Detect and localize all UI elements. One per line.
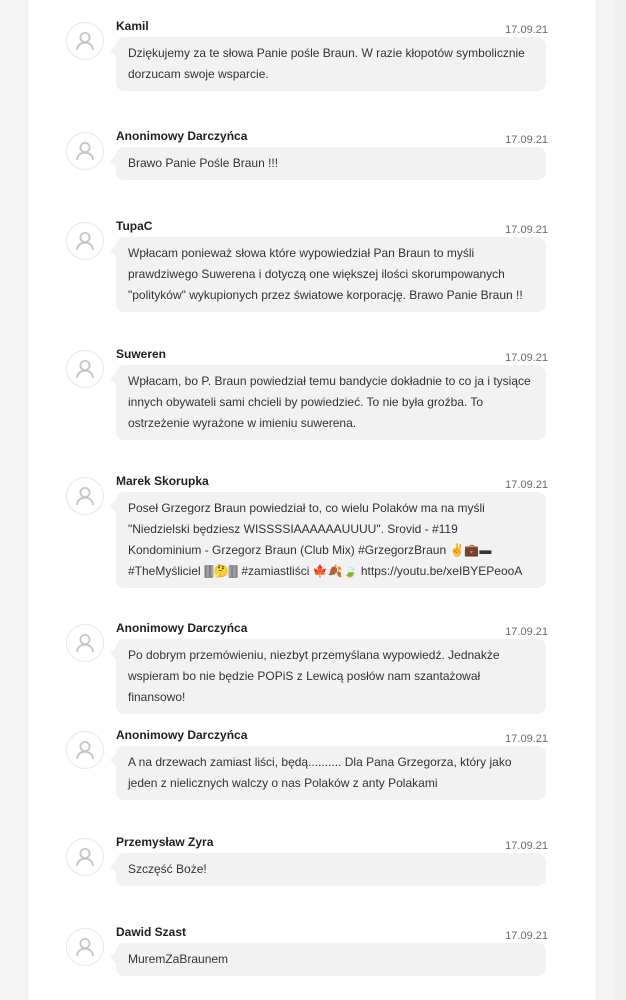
comment-author: Anonimowy Darczyńca	[116, 621, 248, 635]
comment-author: TupaC	[116, 219, 153, 233]
avatar	[66, 477, 104, 515]
comment-date: 17.09.21	[505, 24, 548, 36]
comment-author: Anonimowy Darczyńca	[116, 129, 248, 143]
comment-date: 17.09.21	[505, 352, 548, 364]
avatar	[66, 22, 104, 60]
comment-date: 17.09.21	[505, 733, 548, 745]
avatar	[66, 928, 104, 966]
avatar	[66, 132, 104, 170]
user-placeholder-icon	[74, 485, 96, 507]
comment-text: Wpłacam, bo P. Braun powiedział temu bandycie dokładnie to co ja i tysiące innych obywateli sami chcieli by powiedzieć. To nie była groźba. To ostrzeżenie wyrażone w imieniu suwerena.	[116, 365, 546, 440]
comment-text: Dziękujemy za te słowa Panie pośle Braun. W razie kłopotów symbolicznie dorzucam swoje wsparcie.	[116, 37, 546, 91]
scroll-gutter	[614, 0, 626, 1000]
comment-date: 17.09.21	[505, 626, 548, 638]
comment-author: Marek Skorupka	[116, 474, 209, 488]
avatar	[66, 838, 104, 876]
comment-date: 17.09.21	[505, 224, 548, 236]
user-placeholder-icon	[74, 632, 96, 654]
comment-date: 17.09.21	[505, 479, 548, 491]
comment-author: Przemysław Zyra	[116, 835, 214, 849]
avatar	[66, 624, 104, 662]
user-placeholder-icon	[74, 30, 96, 52]
user-placeholder-icon	[74, 936, 96, 958]
comment-text: Wpłacam ponieważ słowa które wypowiedział Pan Braun to myśli prawdziwego Suwerena i dotyczą one większej ilości skorumpowanych "polityków" wykupionych przez światowe korporację. Brawo Panie Braun !!	[116, 237, 546, 312]
comment-date: 17.09.21	[505, 840, 548, 852]
user-placeholder-icon	[74, 846, 96, 868]
user-placeholder-icon	[74, 230, 96, 252]
user-placeholder-icon	[74, 140, 96, 162]
comment-text: Po dobrym przemówieniu, niezbyt przemyślana wypowiedź. Jednakże wspieram bo nie będzie POPiS z Lewicą posłów nam szantażował finansowo!	[116, 639, 546, 714]
comment-author: Suweren	[116, 347, 167, 361]
comment-text: Brawo Panie Pośle Braun !!!	[116, 147, 546, 180]
user-placeholder-icon	[74, 739, 96, 761]
avatar	[66, 222, 104, 260]
comment-text: A na drzewach zamiast liści, będą.......... Dla Pana Grzegorza, który jako jeden z nielicznych walczy o nas Polaków z anty Polakami	[116, 746, 546, 800]
comment-author: Kamil	[116, 19, 149, 33]
avatar	[66, 731, 104, 769]
user-placeholder-icon	[74, 358, 96, 380]
comment-date: 17.09.21	[505, 930, 548, 942]
comment-date: 17.09.21	[505, 134, 548, 146]
comment-author: Anonimowy Darczyńca	[116, 728, 248, 742]
comment-text: MuremZaBraunem	[116, 943, 546, 976]
avatar	[66, 350, 104, 388]
comment-text: Poseł Grzegorz Braun powiedział to, co wielu Polaków ma na myśli "Niedzielski będziesz WISSSSIAAAAAAUUUU". Srovid - #119 Kondominium - Grzegorz Braun (Club Mix) #GrzegorzBraun ✌️💼▬ #TheMyśliciel 🀫🤔🀫 #zamiastliści 🍁🍂🍃 https://youtu.be/xeIBYEPeooA	[116, 492, 546, 588]
comment-text: Szczęść Boże!	[116, 853, 546, 886]
comment-author: Dawid Szast	[116, 925, 187, 939]
